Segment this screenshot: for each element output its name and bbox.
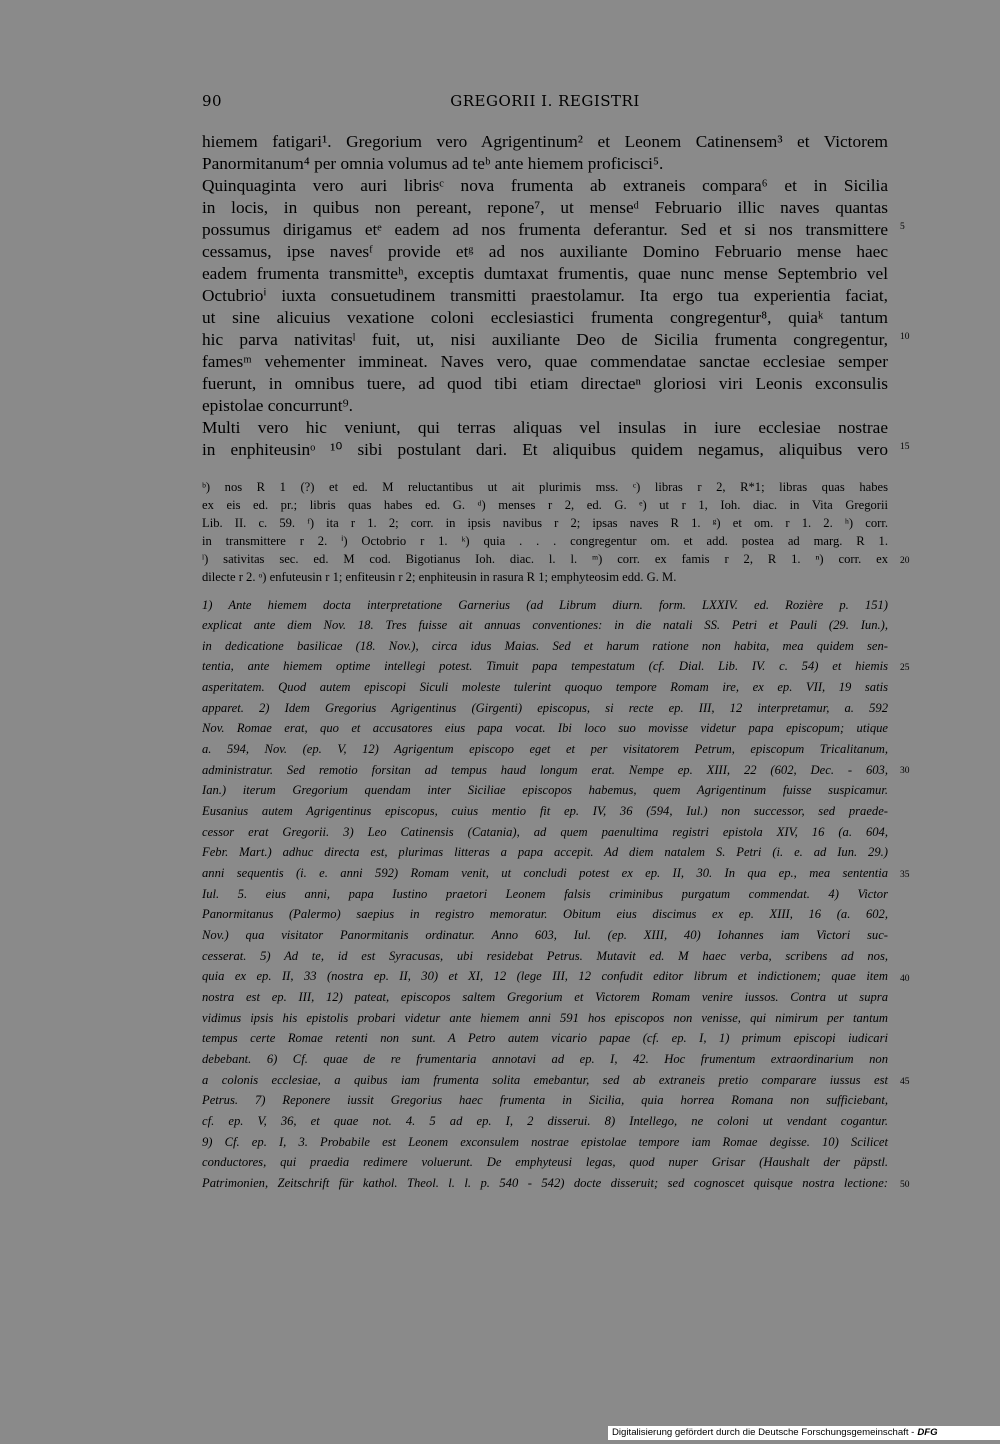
main-text-line: cessamus, ipse navesᶠ provide etᵍ ad nos auxiliante Domino Februario mense haec (202, 242, 888, 261)
page-number: 90 (202, 92, 223, 110)
line-number: 20 (900, 556, 910, 566)
note-line: explicat ante diem Nov. 18. Tres fuisse ait annuas conventiones: in die natali SS. Petri et Pauli (29. Iun.), (202, 618, 888, 632)
main-text-line: ut sine alicuius vexatione coloni ecclesiastici frumenta congregentur⁸, quiaᵏ tantum (202, 308, 888, 327)
main-text-line: possumus dirigamus etᵉ eadem ad nos frumenta deferantur. Sed et si nos transmittere (202, 220, 888, 239)
note-line: 1) Ante hiemem docta interpretatione Garnerius (ad Librum diurn. form. LXXIV. ed. Rozière p. 151) (202, 598, 888, 612)
note-line: Iul. 5. eius anni, papa Iustino praetori Leonem falsis criminibus purgatum commendat. 4) Victor (202, 887, 888, 901)
dfg-logo: DFG (917, 1427, 938, 1438)
note-line: tentia, ante hiemem optime intellegi potest. Timuit papa tempestatum (cf. Dial. Lib. IV. c. 54) et hiemis (202, 659, 888, 673)
note-line: asperitatem. Quod autem episcopi Siculi moleste tulerint quoquo tempore Romam ire, ex ep. VII, 19 satis (202, 680, 888, 694)
main-text-line: Panormitanum⁴ per omnia volumus ad teᵇ ante hiemem proficisci⁵. (202, 154, 664, 173)
apparatus-line: ˡ) sativitas sec. ed. M cod. Bigotianus Ioh. diac. l. l. ᵐ) corr. ex famis r 2, R 1. ⁿ) corr. ex (202, 552, 888, 566)
note-line: Ian.) iterum Gregorium quendam inter Siciliae episcopos habemus, quem Agrigentinum fuisse suspicamur. (202, 783, 888, 797)
note-line: in dedicatione basilicae (18. Nov.), circa idus Maias. Sed et harum ratione non habita, mea quidem sen- (202, 639, 888, 653)
main-text-line: hic parva nativitasˡ fuit, ut, nisi auxiliante Deo de Sicilia frumenta congregentur, (202, 330, 888, 349)
note-line: vidimus ipsis his epistolis probari videtur ante hiemem anni 591 hos episcopos non venisse, qui nimirum per tantum (202, 1011, 888, 1025)
line-number: 25 (900, 663, 910, 673)
note-line: Petrus. 7) Reponere iussit Gregorius haec frumenta in Sicilia, quia horrea Romana non sufficiebant, (202, 1093, 888, 1107)
main-text-line: fuerunt, in omnibus tuere, ad quod tibi etiam directaeⁿ gloriosi viri Leonis exconsulis (202, 374, 888, 393)
note-line: 9) Cf. ep. I, 3. Probabile est Leonem exconsulem nostrae epistolae tempore iam Romae degisse. 10) Scilicet (202, 1135, 888, 1149)
note-line: Patrimonien, Zeitschrift für kathol. Theol. l. l. p. 540 - 542) docte disseruit; sed cognoscet quisque nostra lectione: (202, 1176, 888, 1190)
note-line: administratur. Sed remotio forsitan ad tempus haud longum erat. Nempe ep. XIII, 22 (602, Dec. - 603, (202, 763, 888, 777)
main-text-line: epistolae concurrunt⁹. (202, 396, 353, 415)
note-line: cf. ep. V, 36, et quae not. 4. 5 ad ep. I, 2 disserui. 8) Intellego, ne coloni ut vendant cogantur. (202, 1114, 888, 1128)
note-line: anni sequentis (i. e. anni 592) Romam venit, ut concludi potest ex ep. II, 30. In qua ep., mea sententia (202, 866, 888, 880)
note-line: a. 594, Nov. (ep. V, 12) Agrigentum episcopo eget et per visitatorem Petrum, episcopum Tricalitanum, (202, 742, 888, 756)
note-line: cesserat. 5) Ad te, id est Syracusas, ubi residebat Petrus. Mutavit ed. M haec verba, scribens ad nos, (202, 949, 888, 963)
note-line: debebant. 6) Cf. quae de re frumentaria annotavi ad ep. I, 42. Hoc frumentum extraordinarium non (202, 1052, 888, 1066)
note-line: Panormitanus (Palermo) saepius in registro memoratur. Obitum eius discimus ex ep. XIII, 16 (a. 602, (202, 907, 888, 921)
apparatus-line: dilecte r 2. ᵒ) enfuteusin r 1; enfiteusin r 2; enphiteusin in rasura R 1; emphyteosim edd. G. M. (202, 570, 677, 584)
apparatus-line: ex eis ed. pr.; libris quas habes ed. G. ᵈ) menses r 2, ed. G. ᵉ) ut r 1, Ioh. diac. in Vita Gregorii (202, 498, 888, 512)
note-line: a colonis ecclesiae, a quibus iam frumenta solita emebantur, sed ab extraneis pretio comparare iussus est (202, 1073, 888, 1087)
apparatus-line: Lib. II. c. 59. ᶠ) ita r 1. 2; corr. in ipsis navibus r 2; ipsas naves R 1. ᵍ) et om. r 1. 2. ʰ) corr. (202, 516, 888, 530)
running-title: GREGORII I. REGISTRI (450, 92, 640, 110)
line-number: 45 (900, 1077, 910, 1087)
apparatus-line: in transmittere r 2. ⁱ) Octobrio r 1. ᵏ) quia . . . congregentur om. et add. postea ad marg. R 1. (202, 534, 888, 548)
note-line: quia ex ep. II, 33 (nostra ep. II, 30) et XI, 12 (lege III, 12 confudit editor librum et indictionem; quae item (202, 969, 888, 983)
line-number: 10 (900, 332, 910, 342)
note-line: Nov.) qua visitator Panormitanis ordinatur. Anno 603, Iul. (ep. XIII, 40) Iohannes iam Victori suc- (202, 928, 888, 942)
note-line: nostra est ep. III, 12) pateat, episcopos saltem Gregorium et Victorem Romam venire iussos. Contra ut supra (202, 990, 888, 1004)
line-number: 35 (900, 870, 910, 880)
line-number: 15 (900, 442, 910, 452)
note-line: tempus certe Romae retenti non sunt. A Petro autem vicario papae (cf. ep. I, 1) primum episcopi iudicari (202, 1031, 888, 1045)
note-line: Eusanius autem Agrigentinus episcopus, cuius mentio fit ep. IV, 36 (594, Iul.) non successor, sed praede- (202, 804, 888, 818)
main-text-line: eadem frumenta transmitteʰ, exceptis dumtaxat frumentis, quae nunc mense Septembrio vel (202, 264, 888, 283)
note-line: conductores, qui praedia redimere voluerunt. De emphyteusi legas, quod nuper Grisar (Haushalt der päpstl. (202, 1155, 888, 1169)
note-line: Nov. Romae erat, quo et accusatores eius papa vocat. Ibi loco suo movisse videtur papa episcopum; utique (202, 721, 888, 735)
main-text-line: Octubrioⁱ iuxta consuetudinem transmitti praestolamur. Ita ergo tua experientia faciat, (202, 286, 888, 305)
note-line: Febr. Mart.) adhuc directa est, plurimas litteras a papa accepit. Ad diem natalem S. Petri (i. e. ad Iun. 29.) (202, 845, 888, 859)
main-text-line: hiemem fatigari¹. Gregorium vero Agrigentinum² et Leonem Catinensem³ et Victorem (202, 132, 888, 151)
note-line: apparet. 2) Idem Gregorius Agrigentinus (Girgenti) episcopus, si recte ep. III, 12 interpretamur, a. 592 (202, 701, 888, 715)
line-number: 40 (900, 974, 910, 984)
line-number: 50 (900, 1180, 910, 1190)
line-number: 30 (900, 766, 910, 776)
main-text-line: in locis, in quibus non pereant, repone⁷, ut menseᵈ Februario illic naves quantas (202, 198, 888, 217)
digitization-credit (608, 1426, 1000, 1440)
main-text-line: famesᵐ vehementer immineat. Naves vero, quae commendatae sanctae ecclesiae semper (202, 352, 888, 371)
line-number: 5 (900, 222, 905, 232)
main-text-line: in enphiteusinᵒ ¹⁰ sibi postulant dari. Et aliquibus quidem negamus, aliquibus vero (202, 440, 888, 459)
page-header (202, 92, 888, 114)
credit-text: Digitalisierung gefördert durch die Deutsche Forschungsgemeinschaft - (612, 1427, 915, 1438)
apparatus-line: ᵇ) nos R 1 (?) et ed. M reluctantibus ut ait plurimis mss. ᶜ) libras r 2, R*1; libras quas habes (202, 480, 888, 494)
main-text-line: Quinquaginta vero auri librisᶜ nova frumenta ab extraneis compara⁶ et in Sicilia (202, 176, 888, 195)
main-text-line: Multi vero hic veniunt, qui terras aliquas vel insulas in iure ecclesiae nostrae (202, 418, 888, 437)
note-line: cessor erat Gregorii. 3) Leo Catinensis (Catania), ad quem paenultima registri epistola XIV, 16 (a. 604, (202, 825, 888, 839)
